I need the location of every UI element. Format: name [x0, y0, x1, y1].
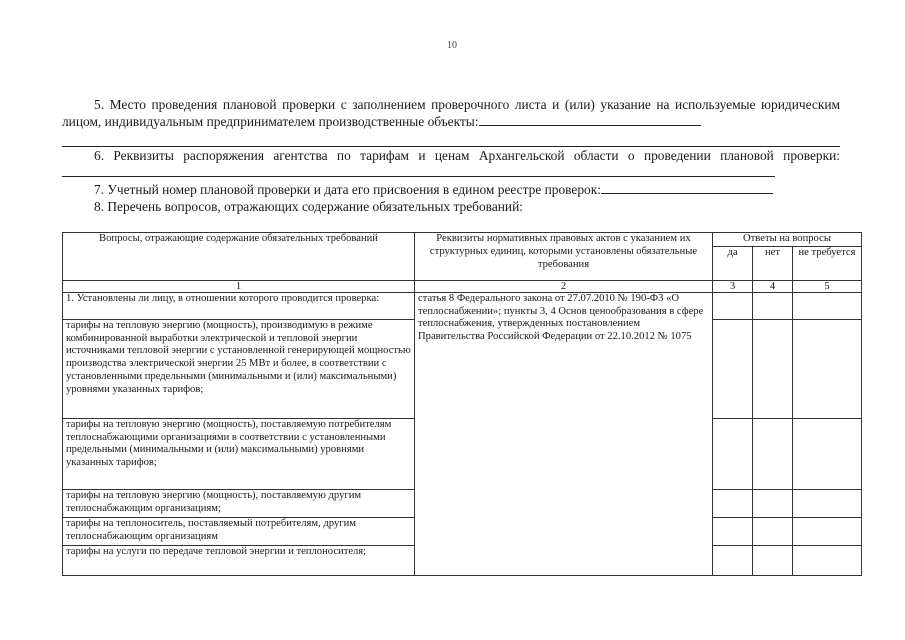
column-number-2: 2: [415, 280, 713, 292]
answer-yes-cell[interactable]: [713, 418, 753, 489]
answer-yes-cell[interactable]: [713, 517, 753, 545]
header-yes: да: [713, 246, 753, 280]
header-answers: Ответы на вопросы: [713, 233, 862, 247]
answer-no-cell[interactable]: [753, 489, 793, 517]
column-number-3: 3: [713, 280, 753, 292]
question-cell: тарифы на тепловую энергию (мощность), производимую в режиме комбинированной выработки электрической и тепловой энергии источниками тепловой энергии с установленной генерирующей мощностью производства электрической энергии 25 МВт и более, в соответствии с установленными предельными (минимальными и (или) максимальными) уровнями указанных тарифов;: [63, 319, 415, 418]
question-cell: тарифы на тепловую энергию (мощность), поставляемую потребителям теплоснабжающими организациями в соответствии с установленными предельными (минимальными и (или) максимальными) уровнями указанных тарифов;: [63, 418, 415, 489]
answer-yes-cell[interactable]: [713, 292, 753, 319]
column-number-4: 4: [753, 280, 793, 292]
answer-no-cell[interactable]: [753, 517, 793, 545]
section-6-text: 6. Реквизиты распоряжения агентства по тарифам и ценам Архангельской области о проведении плановой проверки:: [94, 148, 840, 163]
answer-no-cell[interactable]: [753, 545, 793, 575]
answer-not-required-cell[interactable]: [793, 292, 862, 319]
answer-no-cell[interactable]: [753, 418, 793, 489]
answer-not-required-cell[interactable]: [793, 489, 862, 517]
answer-not-required-cell[interactable]: [793, 517, 862, 545]
table-row: [63, 292, 862, 319]
column-number-1: 1: [63, 280, 415, 292]
requirements-table: [62, 232, 862, 576]
question-cell: тарифы на услуги по передаче тепловой энергии и теплоносителя;: [63, 545, 415, 575]
section-7-registry: [62, 181, 840, 198]
section-5-blank: [479, 113, 701, 126]
question-cell: 1. Установлены ли лицу, в отношении которого проводится проверка:: [63, 292, 415, 319]
answer-not-required-cell[interactable]: [793, 319, 862, 418]
section-7-blank: [601, 181, 773, 194]
header-questions: Вопросы, отражающие содержание обязательных требований: [63, 233, 415, 281]
header-not-required: не требуется: [793, 246, 862, 280]
section-8-text: 8. Перечень вопросов, отражающих содержание обязательных требований:: [94, 199, 523, 214]
section-6-blank: [62, 164, 775, 177]
legal-acts-cell: статья 8 Федерального закона от 27.07.2010 № 190-ФЗ «О теплоснабжении»; пункты 3, 4 Основ ценообразования в сфере теплоснабжения, утвержденных постановлением Правительства Российской Федерации от 22.10.2012 № 1075: [415, 292, 713, 575]
column-number-5: 5: [793, 280, 862, 292]
answer-yes-cell[interactable]: [713, 545, 753, 575]
section-5-text: 5. Место проведения плановой проверки с заполнением проверочного листа и (или) указание на используемые юридическим лицом, индивидуальным предпринимателем производственные объекты:: [62, 97, 840, 129]
answer-not-required-cell[interactable]: [793, 418, 862, 489]
answer-no-cell[interactable]: [753, 292, 793, 319]
header-no: нет: [753, 246, 793, 280]
header-legal-acts: Реквизиты нормативных правовых актов с указанием их структурных единиц, которыми установлены обязательные требования: [415, 233, 713, 281]
answer-not-required-cell[interactable]: [793, 545, 862, 575]
question-cell: тарифы на тепловую энергию (мощность), поставляемую другим теплоснабжающим организациям;: [63, 489, 415, 517]
answer-no-cell[interactable]: [753, 319, 793, 418]
section-5-place: [62, 96, 840, 130]
answer-yes-cell[interactable]: [713, 489, 753, 517]
page-number: 10: [447, 40, 457, 51]
section-8-questions: [62, 198, 840, 215]
section-6-order: [62, 147, 840, 181]
answer-yes-cell[interactable]: [713, 319, 753, 418]
question-cell: тарифы на теплоноситель, поставляемый потребителям, другим теплоснабжающим организациям: [63, 517, 415, 545]
section-7-text: 7. Учетный номер плановой проверки и дата его присвоения в едином реестре проверок:: [94, 182, 601, 197]
